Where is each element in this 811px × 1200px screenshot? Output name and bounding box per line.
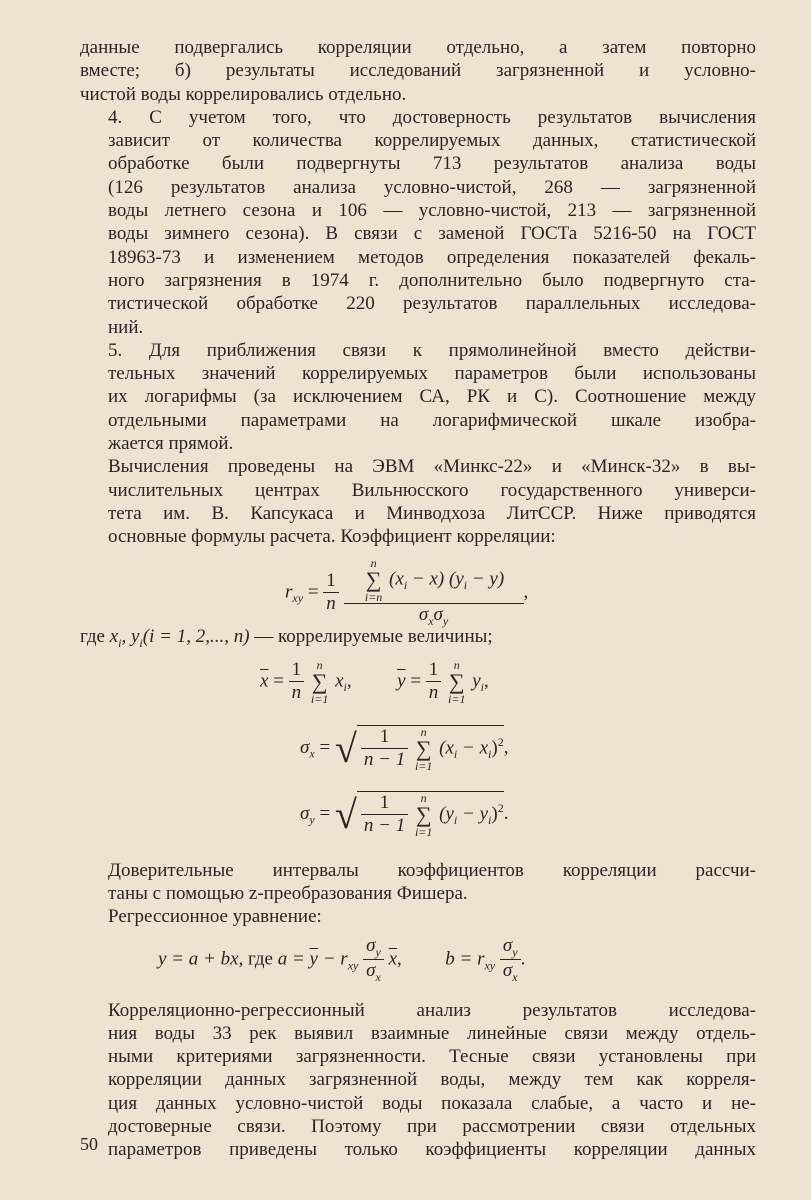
formula-subscript: i — [488, 812, 492, 827]
sum-upper-limit: n — [316, 657, 323, 672]
formula-subscript: i — [343, 679, 347, 694]
text-line: Регрессионное уравнение: — [108, 906, 322, 928]
sum-sign — [448, 659, 465, 705]
paragraph-5 — [80, 859, 756, 906]
formula-subscript: i — [480, 679, 484, 694]
formula-operator: = — [303, 580, 324, 602]
formula-symbol: σ — [433, 603, 443, 625]
formula-symbol: r — [285, 580, 293, 602]
index-range: (i = 1, 2,..., n) — [142, 625, 250, 647]
formula-subscript: x — [428, 613, 434, 628]
fraction — [289, 659, 305, 704]
formula-subscript: y — [442, 613, 449, 628]
text-line: основные формулы расчета. Коэффициент корреляции: — [108, 526, 556, 548]
sum-sign — [311, 659, 328, 705]
page-body — [80, 36, 756, 1162]
formula-term: ) — [491, 802, 498, 824]
formula-sigma-y — [80, 791, 756, 853]
sum-upper-limit: n — [420, 724, 427, 739]
formula-operator: = — [405, 669, 426, 691]
formula-subscript: y — [309, 812, 315, 827]
formula-term: − y) — [467, 567, 505, 589]
text-line: параметров приведены только коэффициенты корреляции данных — [108, 1139, 756, 1161]
formula-punctuation: , — [397, 948, 402, 970]
text-line: числительных центрах Вильнюсского государственного универси- — [108, 479, 756, 501]
sqrt-radicand — [357, 791, 504, 838]
sum-upper-limit: n — [370, 555, 377, 570]
formula-operator: = — [314, 736, 335, 758]
text-line: данные подвергались корреляции отдельно, а затем повторно — [80, 37, 756, 58]
sqrt-sign: √ — [334, 791, 357, 837]
formula-term: a = — [277, 948, 310, 970]
text-line: 4. С учетом того, что достоверность результатов вычисления — [108, 106, 756, 128]
paragraph-7 — [80, 999, 756, 1162]
paragraph-2 — [80, 106, 756, 339]
formula-subscript: i — [463, 577, 468, 592]
formula-correlation — [80, 555, 756, 628]
fraction — [361, 792, 408, 837]
sum-lower-limit: i=1 — [414, 758, 433, 773]
formula-term: − r — [317, 948, 348, 970]
text-line: Корреляционно-регрессионный анализ результатов исследова- — [108, 999, 756, 1021]
numerator — [500, 935, 521, 961]
numerator: 1 — [323, 570, 339, 593]
formula-subscript: i — [139, 635, 143, 650]
formula-exponent: 2 — [497, 734, 504, 749]
mean-y-symbol: $\overline{y}$ — [397, 669, 406, 691]
paragraph-3 — [80, 339, 756, 455]
sigma-glyph: ∑ — [415, 735, 432, 761]
text-line: обработке были подвергнуты 713 результатов анализа воды — [108, 153, 756, 175]
mean-x-symbol: $\overline{x}$ — [260, 669, 269, 691]
text-line: отдельными параметрами на логарифмической шкале изобра- — [108, 409, 756, 431]
fraction — [361, 726, 408, 771]
formula-operator: = — [314, 802, 335, 824]
denominator: n − 1 — [363, 749, 406, 771]
paragraph-1 — [80, 36, 756, 106]
formula-term: ) — [491, 736, 498, 758]
where-suffix: — коррелируемые величины; — [249, 625, 493, 647]
text-line: воды летнего сезона и 106 — условно-чистой, 213 — загрязненной — [108, 200, 756, 222]
text-line: тистической обработке 220 результатов параллельных исследова- — [108, 293, 756, 315]
fraction — [363, 935, 384, 986]
formula-subscript: x — [309, 746, 315, 761]
sqrt-sign: √ — [334, 725, 357, 771]
denominator: n − 1 — [363, 815, 406, 837]
formula-term: y — [472, 669, 481, 691]
formula-operator: = — [268, 669, 289, 691]
formula-regression — [80, 935, 756, 991]
paragraph-6 — [80, 905, 756, 928]
denominator: n — [428, 682, 439, 704]
denominator: n — [326, 592, 336, 614]
sigma-glyph: ∑ — [311, 668, 328, 694]
formula-symbol: x — [109, 625, 119, 647]
text-line: тельных значений коррелируемых параметров были использованы — [108, 363, 756, 385]
numerator: 1 — [361, 792, 408, 815]
formula-subscript: xy — [347, 957, 359, 972]
formula-term: − x) (y — [407, 567, 464, 589]
formula-symbol: σ — [366, 934, 376, 956]
text-line: 18963-73 и изменением методов определения показателей фекаль- — [108, 246, 756, 268]
numerator: 1 — [361, 726, 408, 749]
sum-sign — [415, 792, 432, 838]
formula-symbol: σ — [300, 736, 310, 758]
numerator — [363, 935, 384, 961]
text-line: жается прямой. — [108, 433, 234, 455]
formula-term: (x — [439, 736, 454, 758]
text-line: ний. — [108, 316, 144, 338]
sum-upper-limit: n — [453, 657, 460, 672]
denominator — [363, 960, 384, 985]
formula-subscript: xy — [484, 957, 496, 972]
text-line: ными критериями загрязненности. Тесные связи установлены при — [108, 1046, 756, 1068]
fraction — [500, 935, 521, 986]
formula-symbol: , y — [121, 625, 140, 647]
formula-term: y = a + bx, — [158, 948, 244, 970]
fraction — [344, 557, 524, 629]
text-line: 5. Для приближения связи к прямолинейной вместо действи- — [108, 339, 756, 361]
sigma-glyph: ∑ — [448, 668, 465, 694]
text-line: ния воды 33 рек выявил взаимные линейные связи между отдель- — [108, 1022, 756, 1044]
sigma-glyph: ∑ — [365, 566, 382, 592]
formula-symbol: σ — [502, 934, 513, 956]
text-line: зависит от количества коррелируемых данных, статистической — [108, 130, 756, 152]
formula-subscript: i — [453, 812, 458, 827]
sum-sign — [365, 557, 382, 603]
text-line: ного загрязнения в 1974 г. дополнительно было подвергнуто ста- — [108, 269, 756, 291]
formula-punctuation: . — [503, 802, 509, 824]
text-line: корреляции данных загрязненной воды, между тем как корреля- — [108, 1069, 756, 1091]
mean-y-symbol: $\overline{y}$ — [309, 948, 318, 970]
formula-subscript: xy — [292, 590, 304, 605]
mean-x-symbol: $\overline{x}$ — [388, 948, 397, 970]
formula-subscript: y — [512, 944, 518, 959]
page-number: 50 — [80, 1134, 98, 1154]
text-line: Вычисления проведены на ЭВМ «Минкс-22» и «Минск-32» в вы- — [108, 456, 756, 478]
where-prefix: где — [80, 625, 110, 647]
text-line: вместе; б) результаты исследований загрязненной и условно- — [80, 60, 756, 82]
paragraph-4 — [80, 455, 756, 548]
sum-sign — [415, 726, 432, 772]
formula-punctuation: , — [523, 580, 529, 602]
text-line: достоверные связи. Поэтому при рассмотрении связи отдельных — [108, 1116, 756, 1137]
denominator — [500, 960, 521, 985]
formula-term: x — [335, 669, 344, 691]
fraction — [323, 570, 339, 615]
formula-sigma-x — [80, 725, 756, 787]
formula-subscript: i — [403, 577, 408, 592]
text-line: их логарифмы (за исключением СА, РК и С). Соотношение между — [108, 386, 756, 408]
formula-symbol: σ — [418, 603, 429, 625]
formula-symbol: σ — [300, 802, 310, 824]
formula-subscript: y — [375, 944, 381, 959]
text-line: чистой воды коррелировались отдельно. — [80, 83, 407, 105]
numerator: 1 — [426, 659, 442, 682]
sum-upper-limit: n — [420, 790, 427, 805]
formula-term: − x — [457, 736, 489, 758]
fraction — [426, 659, 442, 704]
text-line: тета им. В. Капсукаса и Минводхоза ЛитССР. Ниже приводятся — [108, 502, 756, 524]
formula-subscript: x — [375, 970, 381, 985]
sum-lower-limit: i=1 — [414, 824, 433, 839]
where-line — [80, 625, 756, 655]
text-line: воды зимнего сезона). В связи с заменой ГОСТа 5216-50 на ГОСТ — [108, 223, 756, 245]
numerator: 1 — [289, 659, 305, 682]
formula-punctuation: , — [484, 669, 489, 691]
formula-punctuation: , — [503, 736, 509, 758]
text-line: ция данных условно-чистой воды показала слабые, а часто и не- — [108, 1092, 756, 1114]
formula-subscript: i — [118, 635, 122, 650]
formula-punctuation: , — [346, 669, 352, 691]
formula-term: b = r — [445, 948, 485, 970]
denominator — [344, 604, 524, 629]
sigma-glyph: ∑ — [415, 801, 432, 827]
text-line: (126 результатов анализа условно-чистой, 268 — загрязненной — [108, 176, 756, 198]
formula-term: (y — [439, 802, 454, 824]
formula-term: (x — [389, 567, 404, 589]
sum-lower-limit: i=1 — [310, 691, 329, 706]
formula-exponent: 2 — [497, 800, 504, 815]
formula-text: где — [243, 948, 278, 970]
numerator — [344, 557, 524, 604]
sqrt-radicand — [357, 725, 504, 772]
denominator: n — [291, 682, 302, 704]
sum-lower-limit: i=1 — [448, 691, 466, 706]
formula-symbol: σ — [366, 960, 376, 982]
text-line: Доверительные интервалы коэффициентов корреляции рассчи- — [108, 859, 756, 881]
text-line: таны с помощью z-преобразования Фишера. — [108, 882, 468, 904]
formula-punctuation: . — [520, 948, 526, 970]
formula-subscript: x — [512, 970, 518, 985]
formula-means — [80, 659, 756, 721]
sum-lower-limit: i=n — [364, 589, 383, 604]
formula-term: − y — [457, 802, 489, 824]
formula-symbol: σ — [502, 960, 513, 982]
formula-subscript: i — [488, 746, 492, 761]
formula-subscript: i — [453, 746, 458, 761]
